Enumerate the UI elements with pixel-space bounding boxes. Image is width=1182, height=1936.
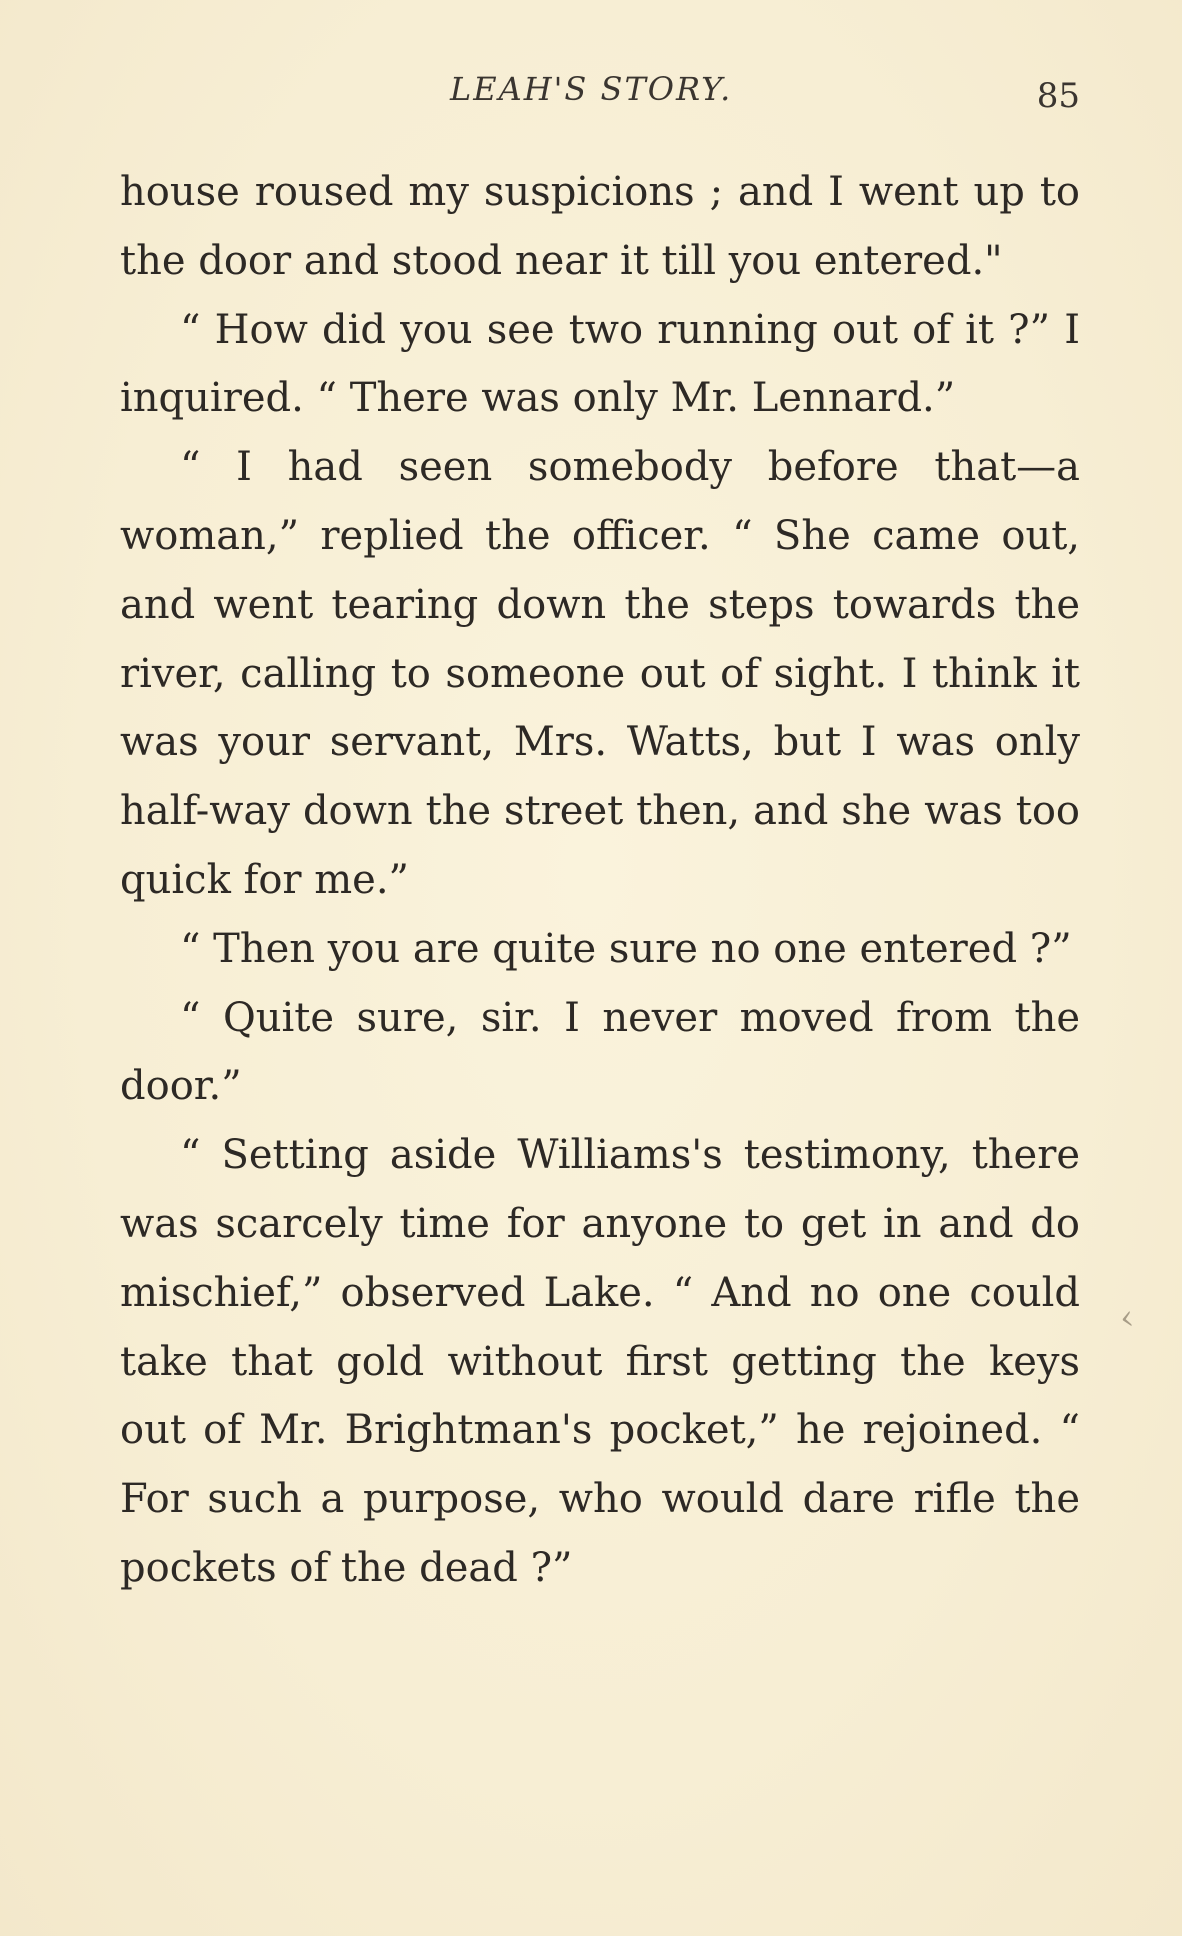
paragraph-dialogue: “ Quite sure, sir. I never moved from the door.”: [120, 994, 1080, 1110]
paragraph-dialogue: “ How did you see two running out of it ?” I inquired. “ There was only Mr. Lennard.”: [120, 306, 1080, 422]
paragraph-dialogue: “ Setting aside Williams's testimony, there was scarcely time for anyone to get in and do mischief,” observed Lake. “ And no one could take that gold without first getting the keys out of Mr. Brightman's pocket,” he rejoined. “ For such a purpose, who would dare rifle the pockets of the dead ?”: [120, 1132, 1080, 1591]
page-number: 85: [1036, 76, 1080, 116]
running-head: [120, 62, 1080, 122]
paragraph-dialogue: “ Then you are quite sure no one entered ?”: [180, 925, 1072, 972]
paragraph-dialogue: “ I had seen somebody before that—a woman,” replied the officer. “ She came out, and went tearing down the steps towards the river, calling to someone out of sight. I think it was your servant, Mrs. Watts, but I was only half-way down the street then, and she was too quick for me.”: [120, 444, 1080, 903]
body-text: [120, 158, 1080, 1603]
margin-mark: ‹: [1117, 1297, 1137, 1339]
running-title: LEAH'S STORY.: [450, 70, 733, 108]
paragraph-continuation: house roused my suspicions ; and I went up to the door and stood near it till you entered.": [120, 169, 1080, 284]
